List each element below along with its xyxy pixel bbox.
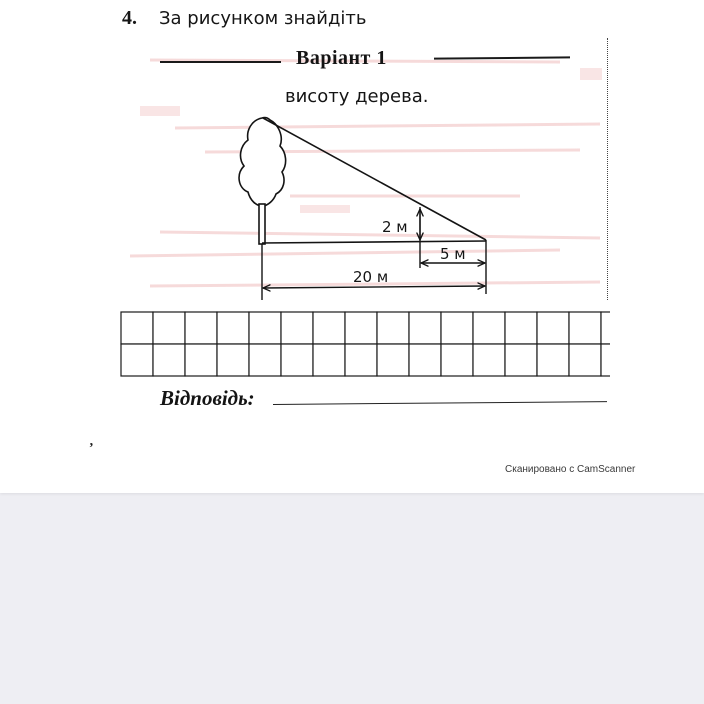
task-number: 4. — [122, 7, 137, 29]
grid-cell[interactable] — [473, 344, 505, 376]
grid-cell[interactable] — [601, 344, 610, 376]
question-text: висоту дерева. — [285, 86, 429, 107]
grid-cell[interactable] — [601, 312, 610, 344]
grid-cell[interactable] — [249, 312, 281, 344]
grid-cell[interactable] — [153, 344, 185, 376]
grid-cell[interactable] — [249, 344, 281, 376]
tree-icon — [239, 118, 286, 206]
grid-cell[interactable] — [345, 344, 377, 376]
grid-cell[interactable] — [313, 312, 345, 344]
grid-cell[interactable] — [441, 312, 473, 344]
tree-trunk — [259, 204, 265, 244]
grid-cell[interactable] — [537, 312, 569, 344]
grid-cell[interactable] — [217, 312, 249, 344]
tree-distance-label: 20 м — [353, 268, 389, 286]
grid-cell[interactable] — [537, 344, 569, 376]
grid-cell[interactable] — [121, 312, 153, 344]
grid-cell[interactable] — [217, 344, 249, 376]
grid-cell[interactable] — [121, 344, 153, 376]
answer-label: Відповідь: — [160, 386, 255, 410]
grid-cell[interactable] — [185, 344, 217, 376]
stick-distance-label: 5 м — [440, 245, 466, 263]
answer-grid[interactable] — [120, 311, 610, 377]
grid-cell[interactable] — [409, 344, 441, 376]
sight-line — [263, 118, 486, 240]
grid-cell[interactable] — [569, 344, 601, 376]
task-instruction: За рисунком знайдіть — [159, 8, 367, 29]
variant-title: Варіант 1 — [296, 47, 387, 69]
grid-cell[interactable] — [153, 312, 185, 344]
grid-cell[interactable] — [185, 312, 217, 344]
grid-cell[interactable] — [345, 312, 377, 344]
grid-cell[interactable] — [473, 312, 505, 344]
tree-distance-arrow — [263, 286, 485, 288]
stick-height-label: 2 м — [382, 218, 408, 236]
scan-mark: ‚ — [89, 434, 94, 449]
grid-cell[interactable] — [505, 312, 537, 344]
grid-cell[interactable] — [441, 344, 473, 376]
grid-cell[interactable] — [377, 344, 409, 376]
grid-cell[interactable] — [505, 344, 537, 376]
grid-cell[interactable] — [313, 344, 345, 376]
grid-cell[interactable] — [377, 312, 409, 344]
grid-cell[interactable] — [281, 344, 313, 376]
grid-cell[interactable] — [569, 312, 601, 344]
grid-cell[interactable] — [409, 312, 441, 344]
ground-line — [262, 241, 486, 243]
scan-credit: Сканировано с CamScanner — [505, 464, 636, 475]
grid-cell[interactable] — [281, 312, 313, 344]
